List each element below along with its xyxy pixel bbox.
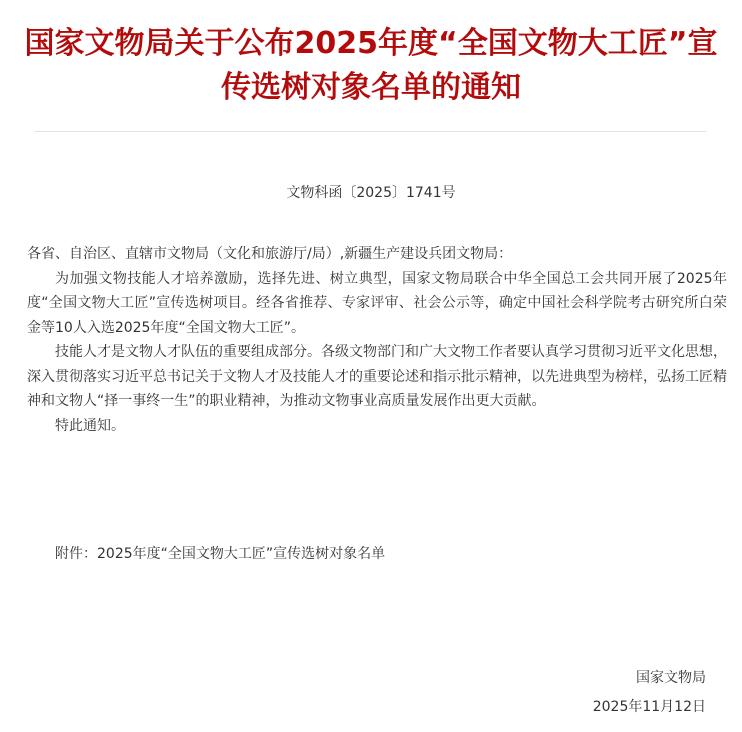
title-divider <box>34 131 706 132</box>
paragraph-incentive: 为加强文物技能人才培养激励，选择先进、树立典型，国家文物局联合中华全国总工会共同开展了2025年度“全国文物大工匠”宣传选树项目。经各省推荐、专家评审、社会公示等，确定中国社会科学院考古研究所白荣金等10人入选2025年度“全国文物大工匠”。 <box>27 270 727 336</box>
document-body <box>27 242 727 438</box>
attachment-link[interactable]: 附件：2025年度“全国文物大工匠”宣传选树对象名单 <box>55 546 386 562</box>
paragraph-talent: 技能人才是文物人才队伍的重要组成部分。各级文物部门和广大文物工作者要认真学习贯彻习近平文化思想，深入贯彻落实习近平总书记关于文物人才及技能人才的重要论述和指示批示精神，以先进典型为榜样，弘扬工匠精神和文物人“择一事终一生”的职业精神，为推动文物事业高质量发展作出更大贡献。 <box>27 344 727 409</box>
issuer-name: 国家文物局 <box>636 670 706 686</box>
document-number: 文物科函〔2025〕1741号 <box>286 185 456 201</box>
paragraph-closing: 特此通知。 <box>55 417 125 434</box>
issue-date: 2025年11月12日 <box>592 699 706 715</box>
salutation: 各省、自治区、直辖市文物局（文化和旅游厅/局）,新疆生产建设兵团文物局： <box>27 246 513 262</box>
page-title: 国家文物局关于公布2025年度“全国文物大工匠”宣传选树对象名单的通知 <box>24 26 718 105</box>
signature-block <box>593 664 706 722</box>
